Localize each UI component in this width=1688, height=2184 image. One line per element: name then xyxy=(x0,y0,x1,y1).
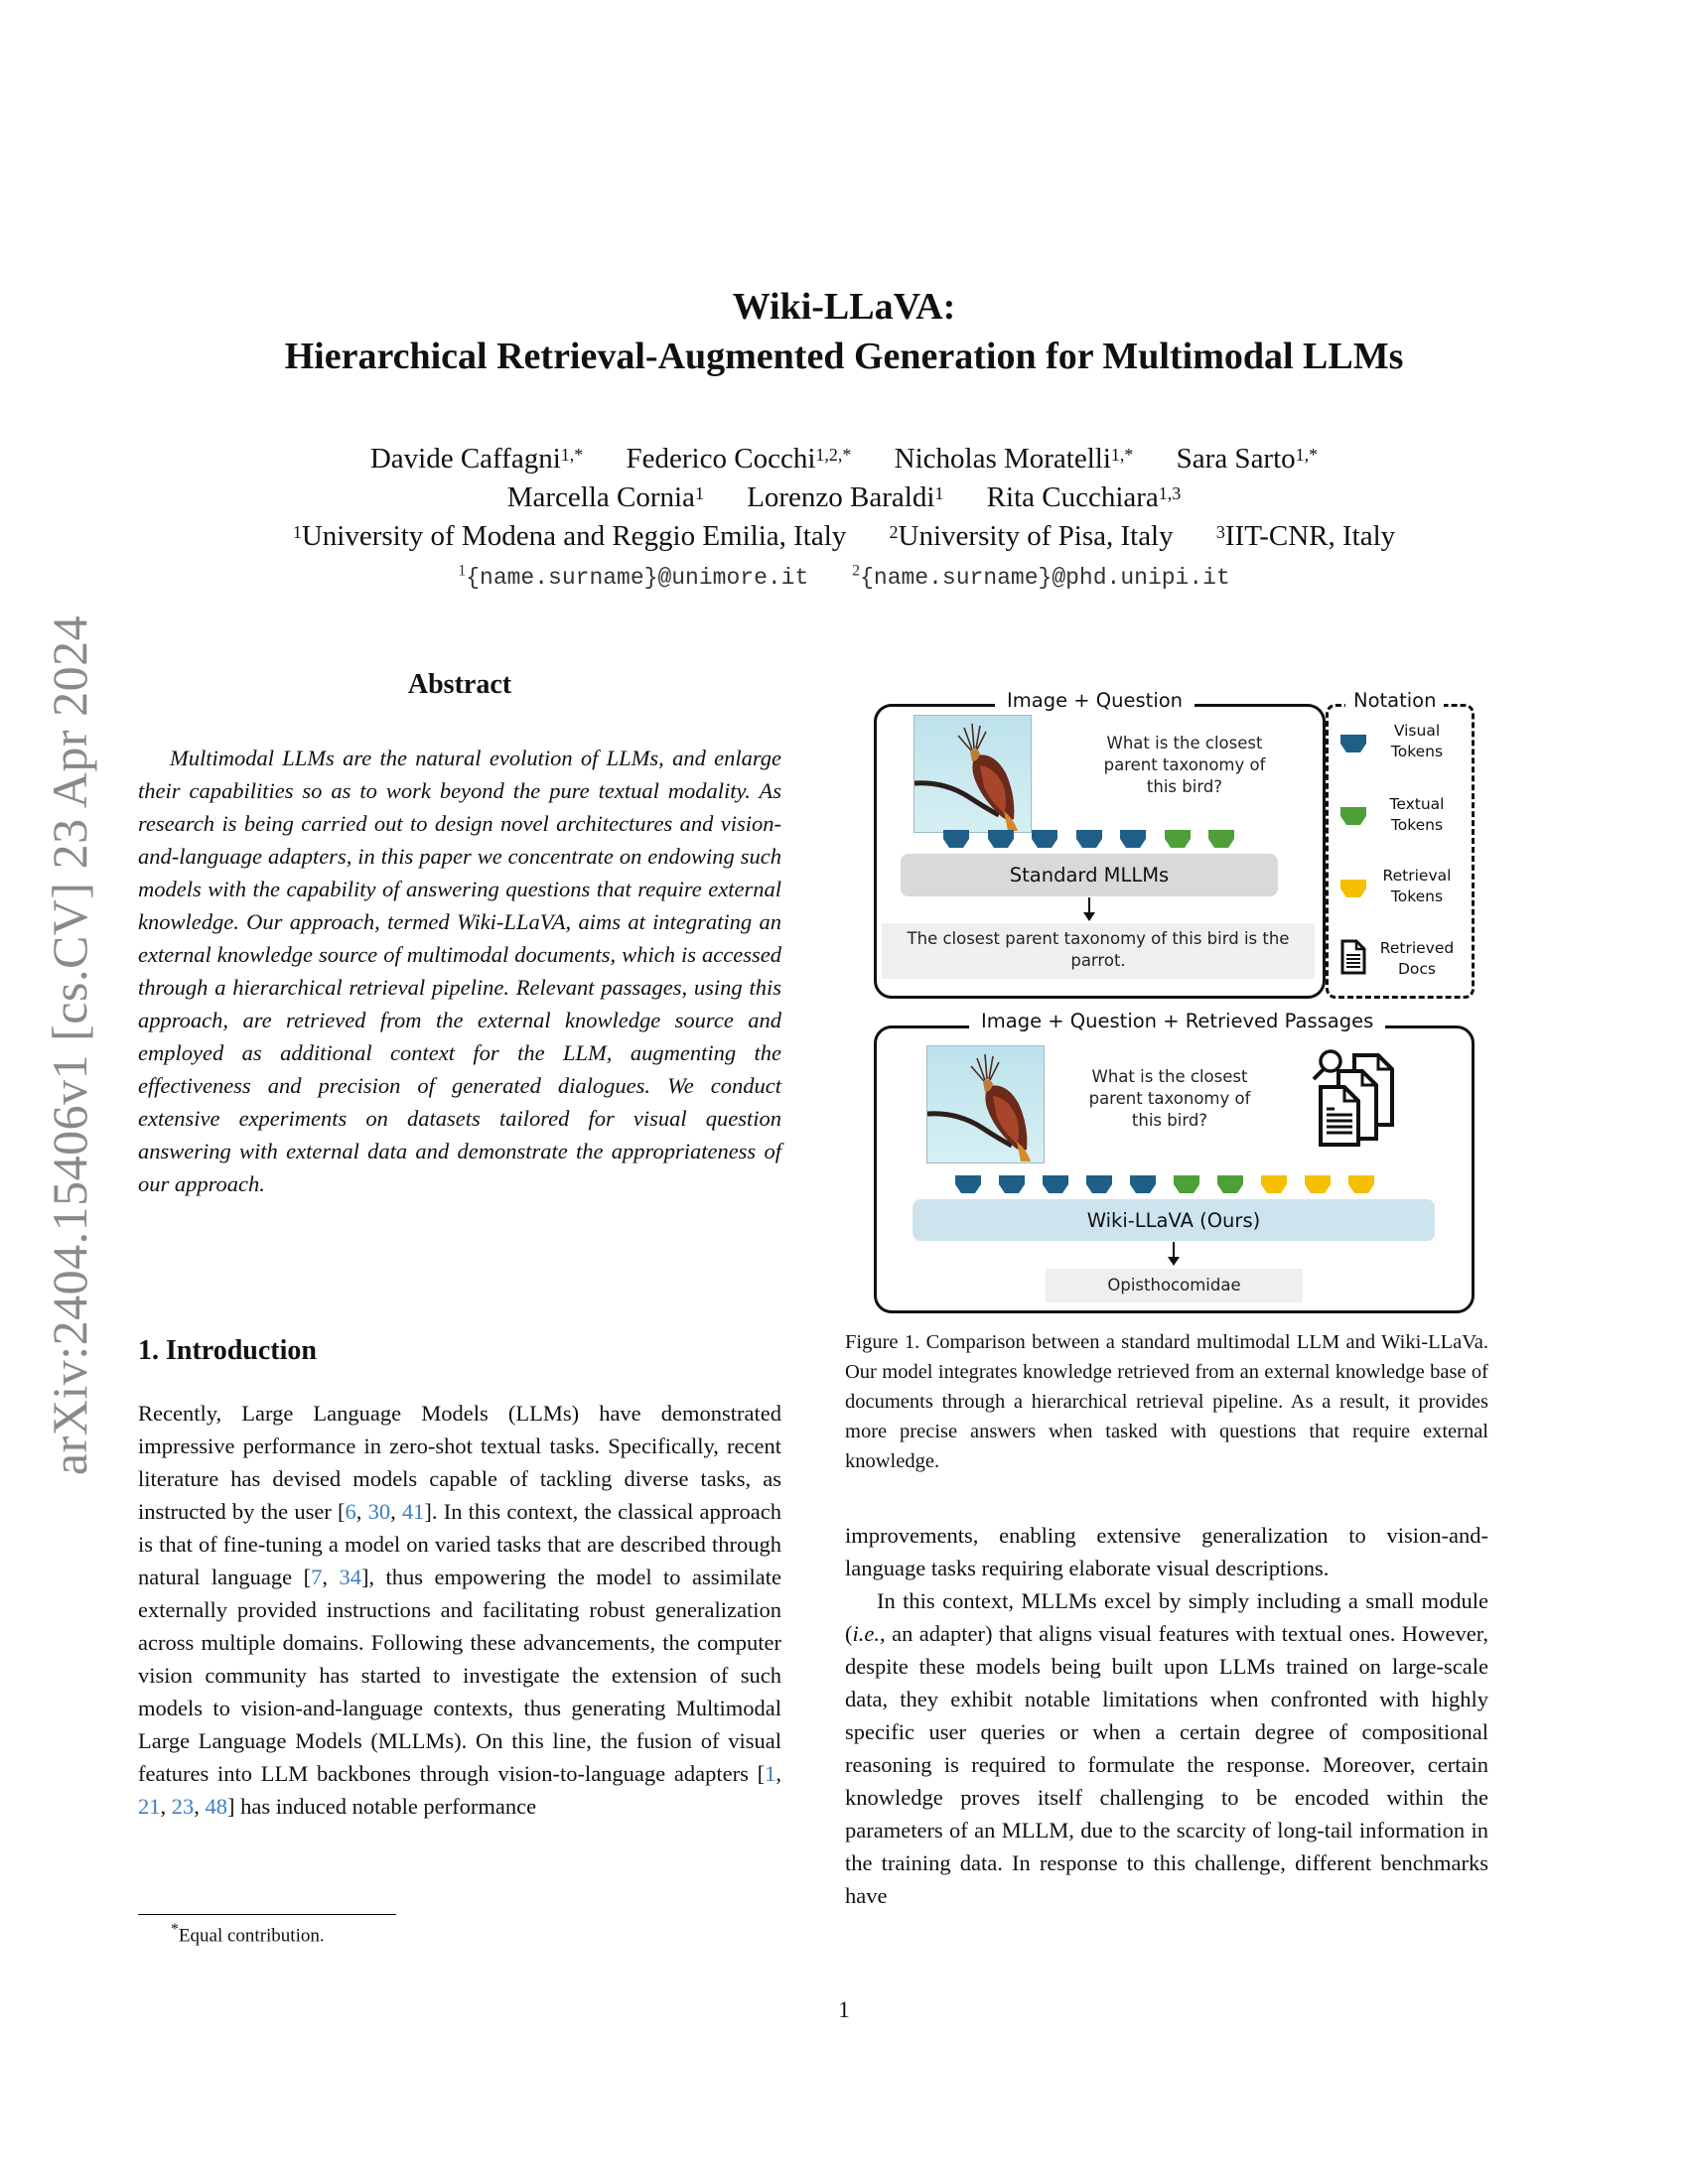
citation-link[interactable]: 21 xyxy=(138,1794,161,1819)
legend-retrieval-tokens: Retrieval Tokens xyxy=(1382,867,1452,905)
token-row xyxy=(943,830,1261,850)
visual-token-icon xyxy=(1076,830,1102,848)
visual-token-icon xyxy=(1032,830,1057,848)
footnote: *Equal contribution. xyxy=(171,1921,325,1947)
abstract-heading: Abstract xyxy=(407,669,512,700)
author: Nicholas Moratelli$^{1,*}$ xyxy=(894,443,1134,475)
visual-token-icon xyxy=(1130,1175,1156,1193)
visual-token-icon xyxy=(988,830,1014,848)
abstract-text: Multimodal LLMs are the natural evolution of LLMs, and enlarge their capabilities so as to work beyond the pure textual modality. As research is being carried out to design novel architectures and vision-and-language adapters, in this paper we concentrate on endowing such models with the capability of answering questions that require external knowledge. Our approach, termed Wiki-LLaVA, aims at integrating an external knowledge source of multimodal documents, which is accessed through a hierarchical retrieval pipeline. Relevant passages, using this approach, are retrieved from the external knowledge source and employed as additional context for the LLM, augmenting the effectiveness and precision of generated dialogues. We conduct extensive experiments on datasets tailored for visual question answering with external data and demonstrate the appropriateness of our approach. xyxy=(138,746,781,1196)
footnote-rule xyxy=(138,1914,396,1915)
arrow-down-icon xyxy=(1088,897,1090,919)
visual-token-icon xyxy=(1120,830,1146,848)
affiliation: $^3$IIT-CNR, Italy xyxy=(1215,520,1396,552)
bird-image xyxy=(926,1045,1045,1163)
document-icon xyxy=(1340,939,1366,975)
author: Federico Cocchi$^{1,2,*}$ xyxy=(626,443,852,475)
introduction-body-left xyxy=(138,1397,781,1823)
arxiv-id-text: arXiv:2404.15406v1 [cs.CV] 23 Apr 2024 xyxy=(42,614,97,1475)
visual-token-icon xyxy=(943,830,969,848)
visual-token-icon xyxy=(1043,1175,1068,1193)
retrieval-token-icon xyxy=(1348,1175,1374,1193)
author: Marcella Cornia$^1$ xyxy=(506,481,704,513)
retrieved-documents-search-icon xyxy=(1309,1045,1398,1147)
intro-paragraph: Recently, Large Language Models (LLMs) have demonstrated impressive performance in zero-shot textual tasks. Specifically, recent literature has devised models capable of tackling diverse tasks, as instructed by the user [6, 30, 41]. In this context, the classical approach is that of fine-tuning a model on varied tasks that are described through natural language [7, 34], thus empowering the model to assimilate externally provided instructions and facilitating robust generalization across multiple domains. Following these advancements, the computer vision community has started to investigate the extension of such models to vision-and-language contexts, thus generating Multimodal Large Language Models (MLLMs). On this line, the fusion of visual features into LLM backbones through vision-to-language adapters [1, 21, 23, 48] has induced notable performance xyxy=(138,1401,781,1819)
notation-label: Notation xyxy=(1345,689,1444,712)
author-block xyxy=(0,440,1688,556)
citation-link[interactable]: 6 xyxy=(345,1499,356,1524)
retrieval-token-icon xyxy=(1340,880,1366,897)
page-number: 1 xyxy=(838,1997,850,2022)
citation-link[interactable]: 30 xyxy=(367,1499,391,1524)
arxiv-identifier xyxy=(44,566,95,1524)
title-line-2: Hierarchical Retrieval-Augmented Generation for Multimodal LLMs xyxy=(284,336,1404,377)
bird-image xyxy=(914,715,1032,833)
paper-title xyxy=(0,282,1688,381)
visual-token-icon xyxy=(955,1175,981,1193)
visual-token-icon xyxy=(1340,735,1366,752)
wiki-llava-block: Wiki-LLaVA (Ours) xyxy=(913,1199,1435,1241)
hoatzin-bird-icon xyxy=(914,716,1031,832)
standard-answer: The closest parent taxonomy of this bird is the parrot. xyxy=(882,923,1315,979)
intro-paragraph: In this context, MLLMs excel by simply including a small module (i.e., an adapter) that aligns visual features with textual ones. However, despite these models being built upon LLMs trained on large-scale data, they exhibit notable limitations when confronted with highly specific user queries or when a certain degree of compositional reasoning is required to formulate the response. Moreover, certain knowledge proves itself challenging to be encoded within the parameters of an MLLM, due to the scarcity of long-tail information in the training data. In response to this challenge, different benchmarks have xyxy=(845,1588,1488,1908)
wiki-llava-answer: Opisthocomidae xyxy=(1046,1269,1303,1302)
affiliation: $^1$University of Modena and Reggio Emilia, Italy xyxy=(292,520,847,552)
textual-token-icon xyxy=(1165,830,1191,848)
email: $^2${name.surname}@phd.unipi.it xyxy=(852,562,1230,591)
legend-textual-tokens: Textual Tokens xyxy=(1389,795,1445,834)
caption-text: Figure 1. Comparison between a standard multimodal LLM and Wiki-LLaVa. Our model integrates knowledge retrieved from an external knowledge base of documents through a hierarchical retrieval pipeline. As a result, it provides more precise answers when tasked with questions that require external knowledge. xyxy=(845,1331,1488,1472)
authors-row-2 xyxy=(0,478,1688,517)
affiliations xyxy=(0,517,1688,556)
arrow-down-icon xyxy=(1173,1242,1175,1264)
question-text: What is the closest parent taxonomy of this bird? xyxy=(1088,1067,1251,1130)
author: Rita Cucchiara$^{1,3}$ xyxy=(986,481,1182,513)
citation-link[interactable]: 34 xyxy=(339,1565,361,1589)
standard-mllm-block: Standard MLLMs xyxy=(901,854,1278,896)
author: Sara Sarto$^{1,*}$ xyxy=(1176,443,1319,475)
textual-token-icon xyxy=(1208,830,1234,848)
affiliation: $^2$University of Pisa, Italy xyxy=(889,520,1174,552)
panel-label-image-question: Image + Question xyxy=(995,689,1195,712)
section-heading-introduction: 1. Introduction xyxy=(138,1335,317,1366)
question-text: What is the closest parent taxonomy of this bird? xyxy=(1103,734,1266,796)
author: Davide Caffagni$^{1,*}$ xyxy=(369,443,584,475)
textual-token-icon xyxy=(1174,1175,1199,1193)
citation-link[interactable]: 1 xyxy=(765,1761,776,1786)
abstract-body xyxy=(138,742,781,1200)
citation-link[interactable]: 23 xyxy=(171,1794,195,1819)
panel-label-image-question-passages: Image + Question + Retrieved Passages xyxy=(969,1010,1385,1032)
intro-paragraph: improvements, enabling extensive generalization to vision-and-language tasks requiring elaborate visual descriptions. xyxy=(845,1523,1488,1580)
title-line-1: Wiki-LLaVA: xyxy=(732,286,956,328)
hoatzin-bird-icon xyxy=(927,1046,1044,1162)
legend-retrieved-docs: Retrieved Docs xyxy=(1379,939,1455,978)
figure-caption xyxy=(845,1327,1488,1476)
legend-visual-tokens: Visual Tokens xyxy=(1390,722,1444,760)
citation-link[interactable]: 48 xyxy=(205,1794,227,1819)
textual-token-icon xyxy=(1217,1175,1243,1193)
author-emails xyxy=(0,562,1688,591)
author: Lorenzo Baraldi$^1$ xyxy=(747,481,944,513)
introduction-body-right xyxy=(845,1519,1488,1912)
token-row xyxy=(955,1175,1422,1195)
visual-token-icon xyxy=(999,1175,1025,1193)
textual-token-icon xyxy=(1340,807,1366,825)
email: $^1${name.surname}@unimore.it xyxy=(458,562,809,591)
retrieval-token-icon xyxy=(1305,1175,1331,1193)
visual-token-icon xyxy=(1086,1175,1112,1193)
citation-link[interactable]: 41 xyxy=(401,1499,425,1524)
retrieval-token-icon xyxy=(1261,1175,1287,1193)
citation-link[interactable]: 7 xyxy=(311,1565,323,1589)
authors-row-1 xyxy=(0,440,1688,478)
